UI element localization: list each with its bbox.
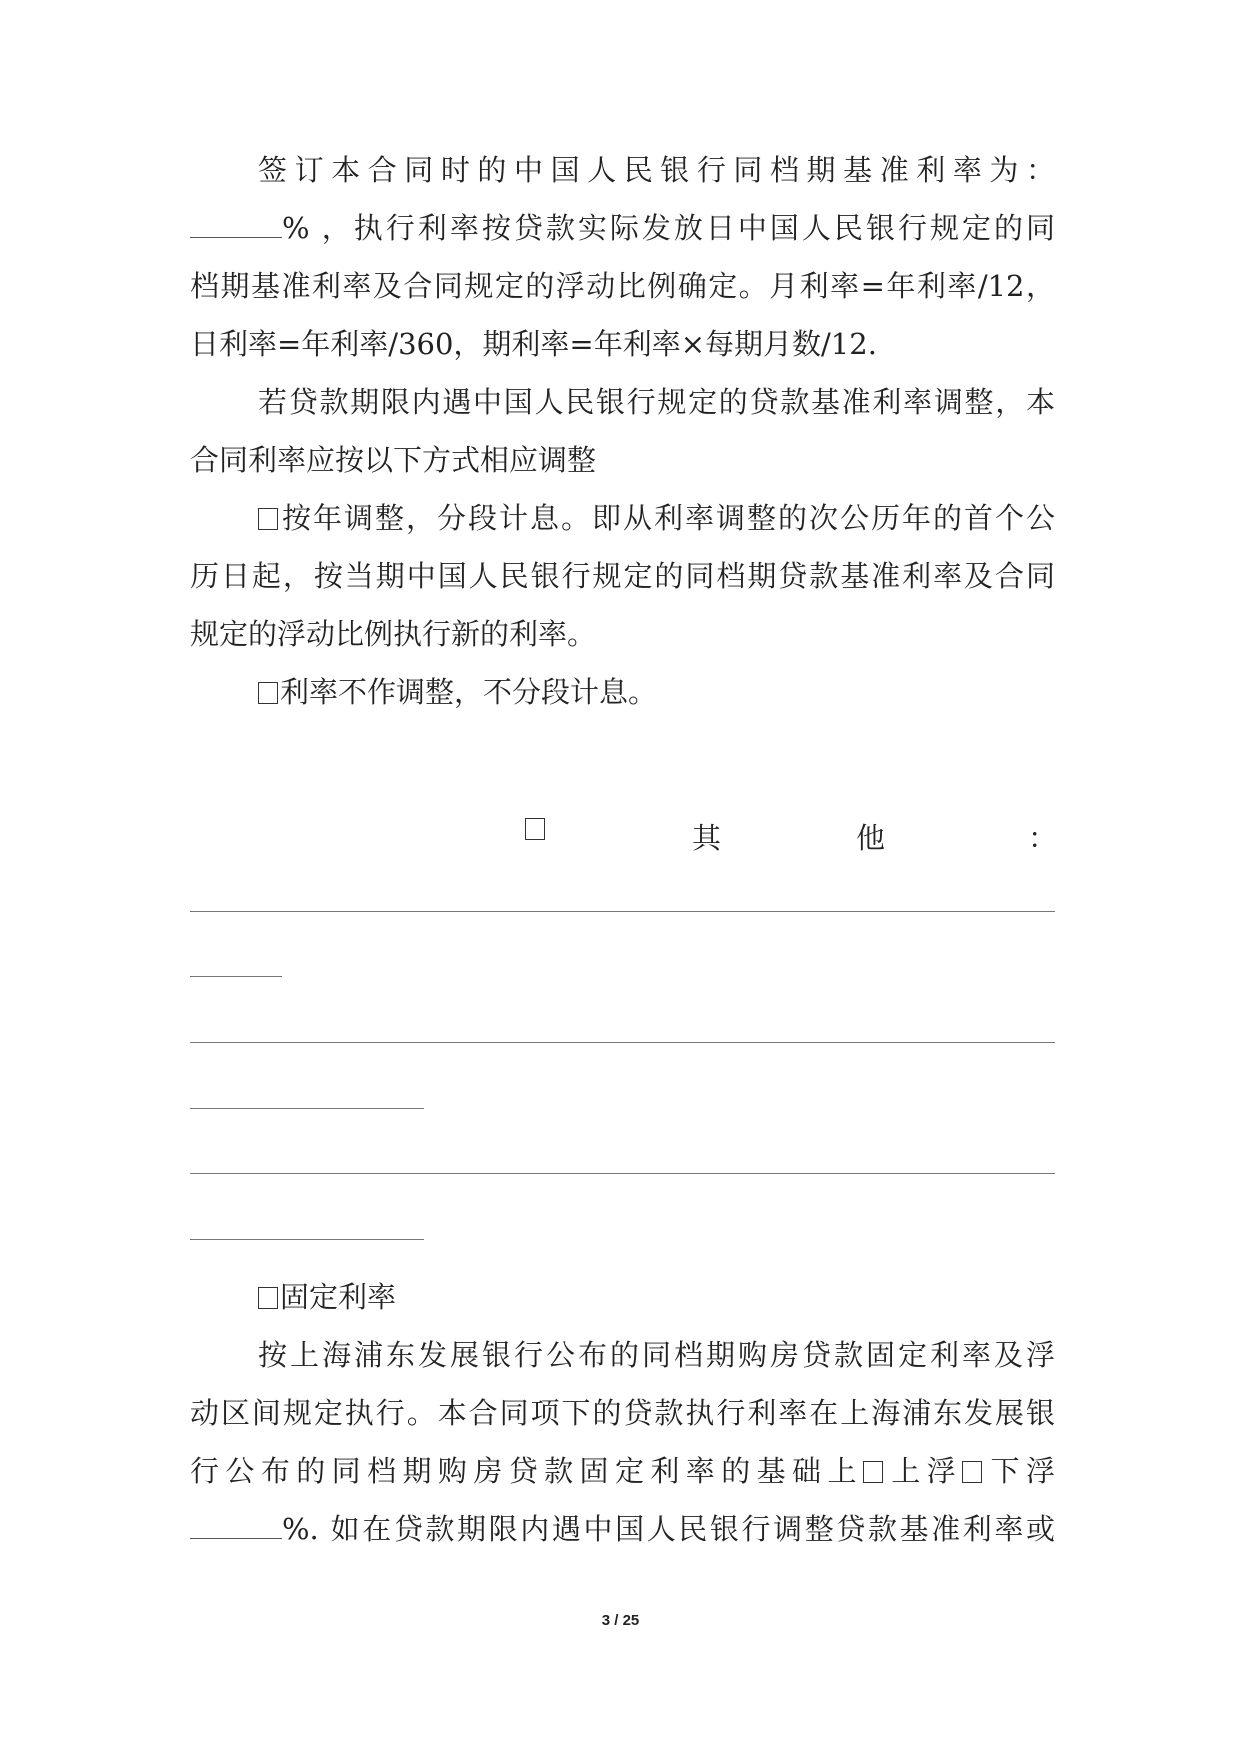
adjustment-intro-line-1: 若贷款期限内遇中国人民银行规定的贷款基准利率调整，本 [258, 385, 1055, 419]
option-no-adjust-line [258, 672, 1055, 712]
option-no-adjust-label: 利率不作调整，不分段计息。 [280, 675, 658, 709]
base-rate-blank[interactable] [190, 215, 282, 238]
fixed-rate-line-3-text: 行公布的同档期购房贷款固定利率的基础上 [190, 1454, 863, 1488]
other-blank-line-3[interactable] [190, 1042, 1055, 1043]
fixed-rate-line-1: 按上海浦东发展银行公布的同档期购房贷款固定利率及浮 [258, 1338, 1055, 1372]
checkbox-float-down[interactable] [962, 1461, 982, 1483]
float-percent-blank[interactable] [190, 1516, 282, 1539]
option-fixed-line [258, 1277, 1055, 1317]
other-blank-line-4[interactable] [190, 1108, 424, 1109]
checkbox-fixed-rate[interactable] [258, 1287, 278, 1309]
checkbox-other[interactable] [525, 818, 545, 840]
checkbox-float-up[interactable] [863, 1461, 883, 1483]
base-rate-line-2 [190, 208, 1055, 248]
option-other-char-1: 其 [692, 821, 722, 855]
fixed-rate-line-3 [190, 1451, 1055, 1491]
base-rate-line-4: 日利率=年利率/360，期利率=年利率×每期月数/12. [190, 327, 877, 361]
adjustment-intro-line-2: 合同利率应按以下方式相应调整 [190, 443, 597, 477]
option-other-line [190, 818, 1058, 858]
option-yearly-line-2: 历日起，按当期中国人民银行规定的同档期贷款基准利率及合同 [190, 559, 1055, 593]
checkbox-yearly-adjust[interactable] [258, 508, 278, 530]
base-rate-line-1: 签订本合同时的中国人民银行同档期基准利率为： [258, 153, 1055, 187]
fixed-rate-line-4 [190, 1509, 1055, 1549]
base-rate-line-2-text: % ，执行利率按贷款实际发放日中国人民银行规定的同 [282, 211, 1055, 245]
page-number: 3 / 25 [601, 1612, 640, 1629]
fixed-rate-line-4-text: %. 如在贷款期限内遇中国人民银行调整贷款基准利率或 [282, 1512, 1055, 1546]
other-blank-line-6[interactable] [190, 1239, 424, 1240]
other-blank-line-5[interactable] [190, 1173, 1055, 1174]
base-rate-line-3: 档期基准利率及合同规定的浮动比例确定。月利率=年利率/12， [190, 269, 1055, 303]
option-yearly-label: 按年调整，分段计息。即从利率调整的次公历年的首个公 [280, 501, 1055, 535]
option-fixed-label: 固定利率 [280, 1280, 397, 1314]
other-blank-line-2[interactable] [190, 976, 282, 977]
option-yearly-line-3: 规定的浮动比例执行新的利率。 [190, 617, 597, 651]
option-yearly-line-1 [258, 498, 1055, 538]
fixed-rate-line-2: 动区间规定执行。本合同项下的贷款执行利率在上海浦东发展银 [190, 1396, 1055, 1430]
checkbox-no-adjust[interactable] [258, 682, 278, 704]
option-other-char-2: 他 [856, 821, 886, 855]
other-blank-line-1[interactable] [190, 911, 1055, 912]
option-other-colon: ： [1028, 821, 1058, 855]
float-up-label: 上浮 [884, 1454, 963, 1488]
float-down-label: 下浮 [984, 1454, 1055, 1488]
